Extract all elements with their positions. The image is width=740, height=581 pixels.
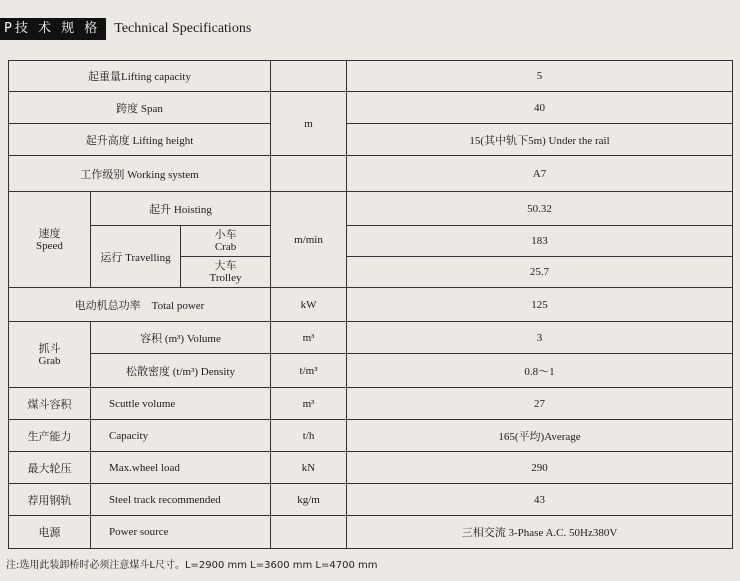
crab-en: Crab <box>214 241 237 253</box>
unit-m-min: m/min <box>271 192 347 288</box>
label-power-source-cn: 电源 <box>9 516 91 549</box>
table-row <box>9 322 733 354</box>
total-power-en: Total power <box>151 299 205 312</box>
label-wheel-load-en: Max.wheel load <box>91 452 271 484</box>
value-steel-track: 43 <box>347 484 733 516</box>
label-volume: 容积 (m³) Volume <box>91 322 271 354</box>
grab-label-cn: 抓斗 <box>38 342 61 355</box>
value-lifting-capacity: 5 <box>347 61 733 92</box>
value-span: 40 <box>347 92 733 124</box>
label-hoisting: 起升 Hoisting <box>91 192 271 226</box>
unit-kw: kW <box>271 288 347 322</box>
table-row <box>9 288 733 322</box>
label-total-power <box>9 288 271 322</box>
table-row <box>9 156 733 192</box>
table-row <box>9 226 733 257</box>
unit-steel-track: kg/m <box>271 484 347 516</box>
value-capacity: 165(平均)Average <box>347 420 733 452</box>
label-lifting-height: 起升高度 Lifting height <box>9 124 271 156</box>
unit-power-source <box>271 516 347 549</box>
total-power-cn: 电动机总功率 <box>74 299 141 312</box>
unit-t-m3: t/m³ <box>271 354 347 388</box>
crab-cn: 小车 <box>214 229 237 241</box>
label-capacity-en: Capacity <box>91 420 271 452</box>
value-scuttle: 27 <box>347 388 733 420</box>
label-working-system: 工作级别 Working system <box>9 156 271 192</box>
label-crab <box>181 226 271 257</box>
table-row <box>9 516 733 549</box>
label-travelling: 运行 Travelling <box>91 226 181 288</box>
label-trolley <box>181 257 271 288</box>
value-power-source: 三相交流 3-Phase A.C. 50Hz380V <box>347 516 733 549</box>
label-steel-track-cn: 荐用钢轨 <box>9 484 91 516</box>
speed-label-en: Speed <box>36 239 63 252</box>
unit-cell <box>271 156 347 192</box>
spec-table <box>8 60 733 549</box>
table-row <box>9 354 733 388</box>
grab-label-en: Grab <box>38 354 61 367</box>
value-volume: 3 <box>347 322 733 354</box>
table-row <box>9 388 733 420</box>
value-total-power: 125 <box>347 288 733 322</box>
value-crab: 183 <box>347 226 733 257</box>
value-lifting-height: 15(其中轨下5m) Under the rail <box>347 124 733 156</box>
table-row <box>9 124 733 156</box>
unit-wheel-load: kN <box>271 452 347 484</box>
label-wheel-load-cn: 最大轮压 <box>9 452 91 484</box>
label-density: 松散密度 (t/m³) Density <box>91 354 271 388</box>
trolley-en: Trolley <box>209 272 242 284</box>
speed-group-label <box>9 192 91 288</box>
unit-m: m <box>271 92 347 156</box>
value-wheel-load: 290 <box>347 452 733 484</box>
heading-en: Technical Specifications <box>114 21 252 36</box>
value-density: 0.8～1 <box>347 354 733 388</box>
trolley-cn: 大车 <box>214 260 237 272</box>
unit-cell <box>271 61 347 92</box>
table-row <box>9 92 733 124</box>
speed-label-cn: 速度 <box>38 227 61 240</box>
table-row <box>9 192 733 226</box>
footnote: 注:选用此装卸桥时必须注意煤斗L尺寸。L=2900 mm L=3600 mm L=4700 mm <box>6 560 378 571</box>
value-trolley: 25.7 <box>347 257 733 288</box>
label-span: 跨度 Span <box>9 92 271 124</box>
table-row <box>9 61 733 92</box>
value-working-system: A7 <box>347 156 733 192</box>
unit-capacity: t/h <box>271 420 347 452</box>
unit-scuttle: m³ <box>271 388 347 420</box>
table-row <box>9 420 733 452</box>
label-lifting-capacity: 起重量Lifting capacity <box>9 61 271 92</box>
section-heading <box>0 18 251 40</box>
unit-m3: m³ <box>271 322 347 354</box>
table-row <box>9 452 733 484</box>
label-steel-track-en: Steel track recommended <box>91 484 271 516</box>
value-hoisting: 50.32 <box>347 192 733 226</box>
table-row <box>9 484 733 516</box>
label-scuttle-en: Scuttle volume <box>91 388 271 420</box>
label-capacity-cn: 生产能力 <box>9 420 91 452</box>
heading-cn: P技 术 规 格 <box>0 18 106 40</box>
grab-group-label <box>9 322 91 388</box>
label-power-source-en: Power source <box>91 516 271 549</box>
label-scuttle-cn: 煤斗容积 <box>9 388 91 420</box>
